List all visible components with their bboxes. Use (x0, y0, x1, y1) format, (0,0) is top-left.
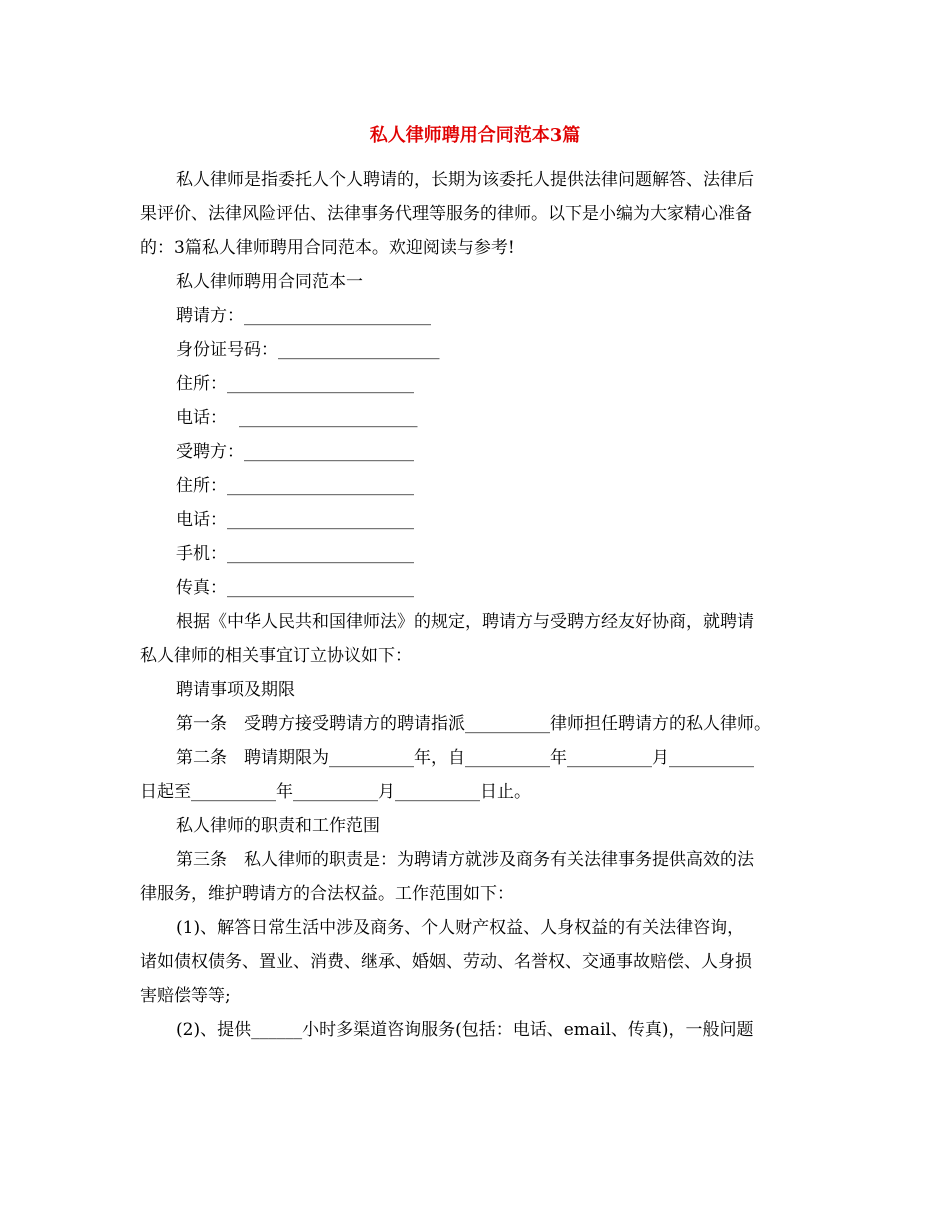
intro-line-3: 的：3篇私人律师聘用合同范本。欢迎阅读与参考! (140, 238, 515, 258)
field-phone-2: 电话：______________________ (176, 510, 414, 530)
field-employer: 聘请方：______________________ (176, 306, 431, 326)
field-id-number: 身份证号码：___________________ (176, 340, 440, 360)
article-1: 第一条 受聘方接受聘请方的聘请指派__________律师担任聘请方的私人律师。 (176, 714, 771, 734)
item-1-line-1: (1)、解答日常生活中涉及商务、个人财产权益、人身权益的有关法律咨询， (176, 918, 745, 938)
field-mobile: 手机：______________________ (176, 544, 414, 564)
article-2-line-2: 日起至__________年__________月__________日止。 (140, 782, 531, 802)
article-2-line-1: 第二条 聘请期限为__________年，自__________年__________月__________ (176, 748, 754, 768)
basis-line-2: 私人律师的相关事宜订立协议如下： (140, 646, 412, 666)
intro-line-2: 果评价、法律风险评估、法律事务代理等服务的律师。以下是小编为大家精心准备 (140, 204, 752, 224)
item-2-line-1: (2)、提供______小时多渠道咨询服务(包括：电话、email、传真)，一般问题 (176, 1020, 754, 1040)
document-title: 私人律师聘用合同范本3篇 (369, 125, 581, 146)
field-address-2: 住所：______________________ (176, 476, 414, 496)
field-employee: 受聘方：____________________ (176, 442, 414, 462)
field-fax: 传真：______________________ (176, 578, 414, 598)
field-phone-1: 电话： _____________________ (176, 408, 418, 428)
basis-line-1: 根据《中华人民共和国律师法》的规定，聘请方与受聘方经友好协商，就聘请 (176, 612, 754, 632)
article-3-line-2: 律服务，维护聘请方的合法权益。工作范围如下： (140, 884, 514, 904)
section-title-1: 私人律师聘用合同范本一 (176, 272, 363, 292)
heading-term: 聘请事项及期限 (176, 680, 295, 700)
heading-duty: 私人律师的职责和工作范围 (176, 816, 380, 836)
item-1-line-3: 害赔偿等等; (140, 986, 231, 1006)
article-3-line-1: 第三条 私人律师的职责是：为聘请方就涉及商务有关法律事务提供高效的法 (176, 850, 754, 870)
item-1-line-2: 诸如债权债务、置业、消费、继承、婚姻、劳动、名誉权、交通事故赔偿、人身损 (140, 952, 752, 972)
field-address-1: 住所：______________________ (176, 374, 414, 394)
intro-line-1: 私人律师是指委托人个人聘请的，长期为该委托人提供法律问题解答、法律后 (176, 170, 754, 190)
